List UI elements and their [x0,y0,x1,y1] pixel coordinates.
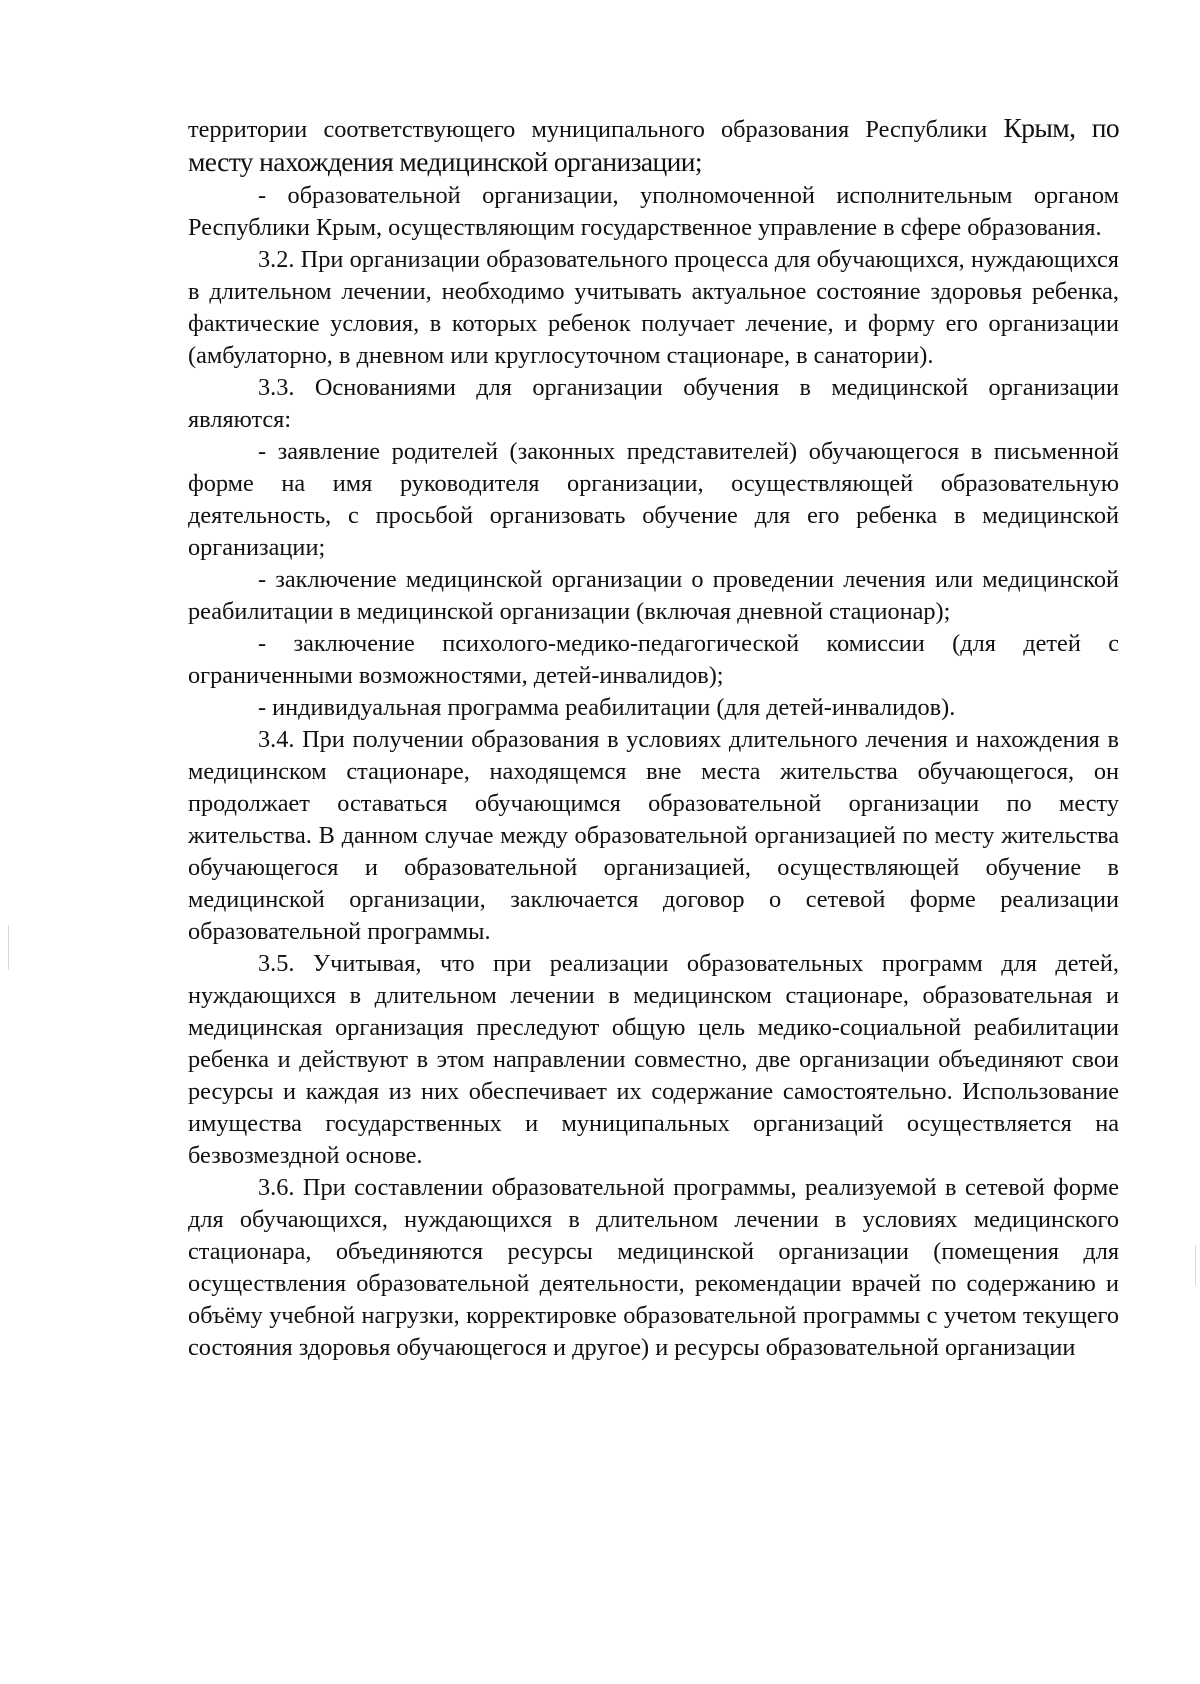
section-3-6: 3.6. При составлении образовательной программы, реализуемой в сетевой форме для обучающихся, нуждающихся в длительном лечении в условиях медицинского стационара, объединяются ресурсы медицинской организации (помещения для осуществления образовательной деятельности, рекомендации врачей по содержанию и объёму учебной нагрузки, корректировке образовательной программы с учетом текущего состояния здоровья обучающегося и другое) и ресурсы образовательной организации [188,1174,1119,1361]
list-item-pmpk-conclusion: - заключение психолого-медико-педагогической комиссии (для детей с ограниченными возможностями, детей-инвалидов); [188,630,1119,689]
scan-edge-mark [8,925,9,970]
section-3-5: 3.5. Учитывая, что при реализации образовательных программ для детей, нуждающихся в длительном лечении в медицинском стационаре, образовательная и медицинская организация преследуют общую цель медико-социальной реабилитации ребенка и действуют в этом направлении совместно, две организации объединяют свои ресурсы и каждая из них обеспечивает их содержание самостоятельно. Использование имущества государственных и муниципальных организаций осуществляется на безвозмездной основе. [188,950,1119,1169]
section-3-2: 3.2. При организации образовательного процесса для обучающихся, нуждающихся в длительном лечении, необходимо учитывать актуальное состояние здоровья ребенка, фактические условия, в которых ребенок получает лечение, и форму его организации (амбулаторно, в дневном или круглосуточном стационаре, в санатории). [188,246,1119,369]
paragraph-continuation [188,112,1119,180]
list-item-medical-conclusion: - заключение медицинской организации о проведении лечения или медицинской реабилитации в медицинской организации (включая дневной стационар); [188,566,1119,625]
list-item-educational-organization: - образовательной организации, уполномоченной исполнительным органом Республики Крым, осуществляющим государственное управление в сфере образования. [188,182,1119,241]
paragraph-line: территории соответствующего муниципального образования Республики [188,116,988,143]
scan-edge-mark [1195,1245,1196,1285]
list-item-rehabilitation-program: - индивидуальная программа реабилитации (для детей-инвалидов). [258,694,956,721]
section-3-3: 3.3. Основаниями для организации обучения в медицинской организации являются: [188,374,1119,433]
paragraph-line-large: Крым, по месту нахождения медицинской организации; [188,112,1120,177]
document-body [188,112,1119,1364]
list-item-parent-application: - заявление родителей (законных представителей) обучающегося в письменной форме на имя руководителя организации, осуществляющей образовательную деятельность, с просьбой организовать обучение для его ребенка в медицинской организации; [188,438,1119,561]
section-3-4: 3.4. При получении образования в условиях длительного лечения и нахождения в медицинском стационаре, находящемся вне места жительства обучающегося, он продолжает оставаться обучающимся образовательной организации по месту жительства. В данном случае между образовательной организацией по месту жительства обучающегося и образовательной организацией, осуществляющей обучение в медицинской организации, заключается договор о сетевой форме реализации образовательной программы. [188,726,1119,945]
